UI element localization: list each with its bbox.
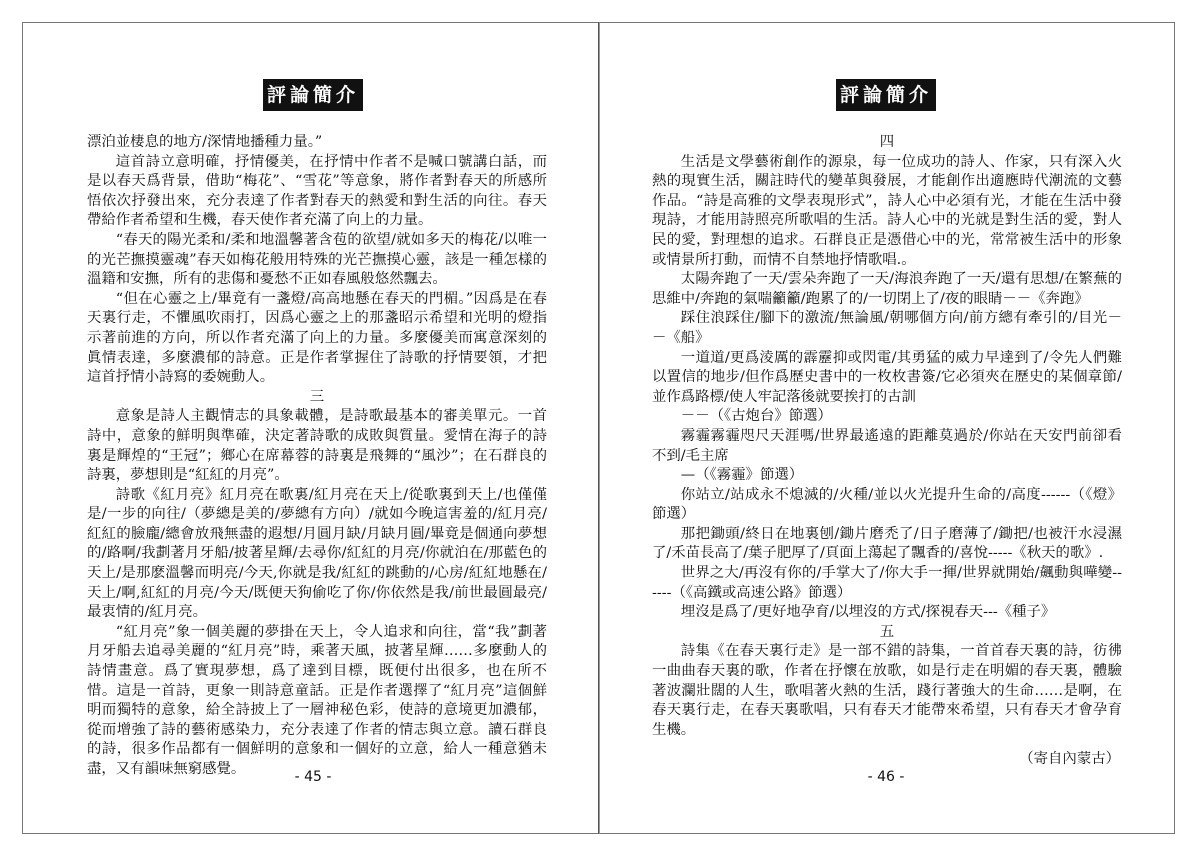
paragraph: 漂泊並棲息的地方/深情地播種力量。” (87, 134, 323, 150)
left-page (22, 22, 598, 834)
paragraph: 生活是文學藝術創作的源泉，每一位成功的詩人、作家，只有深入火熱的現實生活，關註時代的變革與發展，才能創作出適應時代潮流的文藝作品。“詩是高雅的文學表現形式”，詩人心中必須有光，才能在生活中發現詩，才能用詩照亮所歌唱的生活。詩人心中的光就是對生活的愛，對人民的愛，對理想的追求。石群良正是憑借心中的光，常常被生活中的形象或情景所打動，而情不自禁地抒情歌唱.。 (652, 153, 1122, 268)
poem-excerpt: 埋沒是爲了/更好地孕育/以埋沒的方式/探視春天---《種子》 (680, 604, 1056, 621)
paragraph: 意象是詩人主觀情志的具象載體，是詩歌最基本的審美單元。一首詩中，意象的鮮明與準確，決定著詩歌的成敗與質量。愛情在海子的詩裏是輝煌的“王冠”；鄉心在席幕蓉的詩裏是飛舞的“風沙”；在石群良的詩裏，夢想則是“紅紅的月亮”。 (87, 408, 547, 484)
paragraph: 這首詩立意明確，抒情優美，在抒情中作者不是喊口號講白話，而是以春天爲背景，借助“梅花”、“雪花”等意象，將作者對春天的所感所悟依次抒發出來，充分表達了作者對春天的熱愛和對生活的向往。春天帶給作者希望和生機，春天使作者充滿了向上的力量。 (87, 153, 547, 229)
paragraph: “但在心靈之上/畢竟有一盞燈/高高地懸在春天的門楣。”因爲是在春天裏行走，不懼風吹雨打，因爲心靈之上的那盞昭示希望和光明的燈指示著前進的方向，所以作者充滿了向上的力量。多麼優美而寓意深刻的眞情表達，多麼濃郁的詩意。正是作者掌握住了詩歌的抒情要領，才把這首抒情小詩寫的委婉動人。 (87, 290, 547, 386)
page-number: - 46 - (867, 769, 905, 785)
paragraph: 詩歌《紅月亮》紅月亮在歌裏/紅月亮在天上/從歌裏到天上/也僅僅是/一步的向往/（夢總是美的/夢總有方向）/就如今晚這害羞的/紅月亮/紅紅的臉龐/總會放飛無盡的遐想/月圓月缺/月缺月圓/畢竟是個通向夢想的/路啊/我劃著月牙船/披著星輝/去尋你/紅紅的月亮/你就泊在/那藍色的天上/是那麽溫馨而明亮/今天,你就是我/紅紅的跳動的/心房/紅紅地懸在/天上/啊,紅紅的月亮/今天/既便天狗偷吃了你/你依然是我/前世最圓最亮/最衷情的/紅月亮。 (87, 486, 547, 621)
author-location-credit: （寄自內蒙古） (1019, 751, 1120, 768)
paragraph: “春天的陽光柔和/柔和地溫馨著含苞的欲望/就如多天的梅花/以唯一的光芒撫摸靈魂”春天如梅花般用特殊的光芒撫摸心靈，該是一種怎樣的溫籍和安撫，所有的悲傷和憂愁不正如春風般悠然飄去。 (87, 231, 547, 288)
excerpt-source: －－（《古炮台》節選） (680, 408, 832, 425)
page-number: - 45 - (294, 769, 332, 785)
paragraph: “紅月亮”象一個美麗的夢掛在天上，令人追求和向往，當“我”劃著月牙船去追尋美麗的“紅月亮”時，乘著天風，披著星輝……多麼動人的詩情畫意。爲了實現夢想，爲了達到目標，既便付出很多，也在所不惜。這是一首詩，更象一則詩意童話。正是作者選擇了“紅月亮”這個鮮明而獨特的意象，給全詩披上了一層神秘色彩，使詩的意境更加濃郁，從而增強了詩的藝術感染力，充分表達了作者的情志與立意。讀石群良的詩，很多作品都有一個鮮明的意象和一個好的立意，給人一種意猶未盡，又有韻味無窮感覺。 (87, 623, 547, 777)
section-number: 五 (879, 623, 895, 640)
left-header-badge: 評論簡介 (263, 79, 363, 111)
poem-excerpt: 一道道/更爲淩厲的霹靂抑或閃電/其勇猛的威力早達到了/令先人們難以置信的地步/但作爲歷史書中的一枚枚書簽/它必須夾在歷史的某個章節/並作爲路標/使人牢記落後就要挨打的古訓 (652, 349, 1122, 405)
right-page (599, 22, 1175, 834)
excerpt-source: —（《霧霾》節選） (680, 467, 804, 484)
paragraph: 詩集《在春天裏行走》是一部不錯的詩集，一首首春天裏的詩，彷彿一曲曲春天裏的歌，作者在抒懷在放歌，如是行走在明媚的春天裏，體驗著波瀾壯闊的人生，歌唱著火熱的生活，踐行著強大的生命……是啊，在春天裏行走，在春天裏歌唱，只有春天才能帶來希望，只有春天才會孕育生機。 (652, 643, 1122, 738)
right-body-text (652, 133, 1122, 770)
left-body-text (87, 133, 547, 780)
poem-excerpt: 世界之大/再沒有你的/手掌大了/你大手一揮/世界就開始/飆動與嘩變------（《高鐵或高速公路》節選） (652, 565, 1122, 601)
poem-excerpt: 太陽奔跑了一天/雲朵奔跑了一天/海浪奔跑了一天/還有思想/在繁蕪的思維中/奔跑的氣喘籲籲/跑累了的/一切閉上了/夜的眼睛－－《奔跑》 (652, 271, 1122, 307)
section-number: 四 (879, 134, 895, 150)
poem-excerpt: 霧霾霧霾咫尺天涯嗎/世界最遙遠的距離莫過於/你站在天安門前卻看不到/毛主席 (652, 427, 1122, 464)
right-header-badge: 評論簡介 (836, 79, 936, 111)
poem-excerpt: 你站立/站成永不熄滅的/火種/並以火光提升生命的/高度------（《燈》節選） (652, 486, 1122, 523)
section-number: 三 (309, 388, 325, 405)
poem-excerpt: 那把鋤頭/終日在地裏刨/鋤片磨禿了/日子磨薄了/鋤把/也被汗水浸濕了/禾苗長高了/葉子肥厚了/頁面上蕩起了飄香的/喜悅-----《秋天的歌》. (652, 525, 1122, 562)
poem-excerpt: 踩住浪踩住/腳下的激流/無論風/朝哪個方向/前方總有牽引的/目光－－《船》 (652, 310, 1122, 346)
